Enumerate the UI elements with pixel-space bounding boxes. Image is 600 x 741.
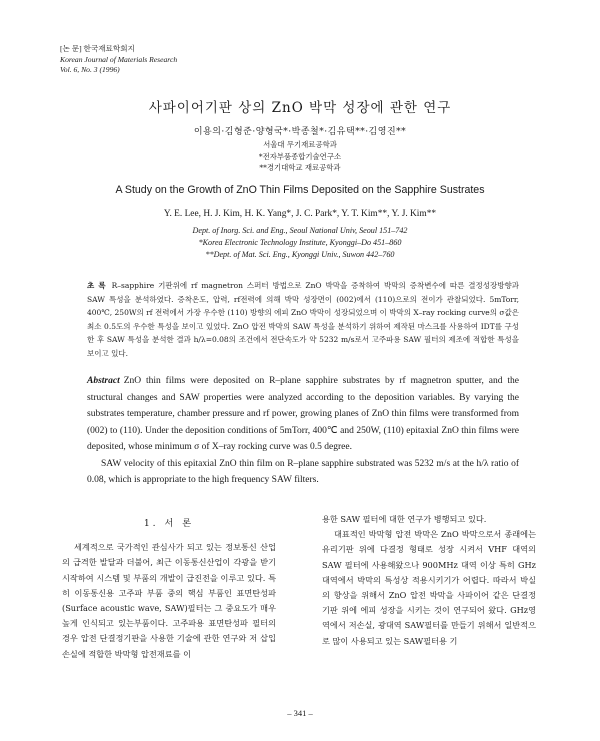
authors-en: Y. E. Lee, H. J. Kim, H. K. Yang*, J. C. Park*, Y. T. Kim**, Y. J. Kim** bbox=[163, 209, 437, 219]
section-heading-introduction: 1. 서 론 bbox=[143, 518, 195, 529]
journal-name-en: Korean Journal of Materials Research bbox=[60, 54, 178, 64]
abstract-en-p2: SAW velocity of this epitaxial ZnO thin film on R–plane sapphire substrated was 5232 m/s at the h/λ ratio of 0.08, which is appropriate to the high frequency SAW filters. bbox=[87, 458, 519, 485]
page-number: – 341 – bbox=[287, 708, 313, 718]
body-paragraph-continued: 용한 SAW 필터에 대한 연구가 병행되고 있다. bbox=[322, 514, 487, 524]
body-paragraph: 대표적인 박막형 압전 박막은 ZnO 박막으로서 종래에는 유리기판 위에 다결정 형태로 성장 시켜서 VHF 대역의 SAW 필터에 사용해왔으나 900MHz 대역 이상 특히 GHz 대역에서 박막의 특성상 적용시키기가 어렵다. 따라서 박실의 향상을 위해서 ZnO 압전 박막을 사파이어 같은 단결정 기판 위에 에피 성장을 시키는 것이 연구되어 왔다. GHz영역에서 저손실, 광대역 SAW필터를 만들기 위해서 일반적으로 많이 사용되고 있는 SAW필터용 기 bbox=[322, 529, 536, 646]
affiliation-ko-2: *전자부품종합기술연구소 bbox=[258, 151, 342, 161]
body-column-right bbox=[322, 512, 536, 649]
body-column-left bbox=[62, 512, 276, 662]
abstract-en bbox=[87, 373, 519, 489]
abstract-ko-text: R–sapphire 기판위에 rf magnetron 스퍼터 방법으로 ZnO 박막을 증착하여 박막의 증착변수에 따른 결정성장방향과 SAW 특성을 분석하였다. 증착온도, 압력, rf전력에 의해 박막 성장면이 (002)에서 (110)으로의 전이가 관찰되었다. 5mTorr, 400℃, 250W의 rf 전력에서 가장 우수한 (110) 방향의 에피 ZnO 박막이 성장되었으며 이 박막의 X–ray rocking curve의 σ값은 최소 0.5도의 우수한 특성을 보이고 있었다. ZnO 압전 박막의 SAW 특성을 분석하기 위하여 제작된 마스크를 사용하여 IDT를 구성한 후 SAW 특성을 분석한 결과 h/λ=0.08의 조건에서 전단속도가 약 5232 m/s로서 고주파용 SAW 필터의 제조에 적합한 특성을 보이고 있다. bbox=[87, 281, 519, 358]
abstract-en-p1: ZnO thin films were deposited on R–plane sapphire substrates by rf magnetron sputter, and the structural changes and SAW properties were analyzed according to the deposition variables. By varying the substrates temperature, chamber pressure and rf power, growing planes of ZnO thin films were transformed from (002) to (110). Under the deposition conditions of 5mTorr, 400℃ and 250W, (110) epitaxial ZnO thin films were deposited, whose minimum σ of X–ray rocking curve was 0.5 degree. bbox=[87, 376, 519, 452]
affiliation-en-1: Dept. of Inorg. Sci. and Eng., Seoul National Univ, Seoul 151–742 bbox=[192, 226, 408, 235]
journal-volume: Vol. 6, No. 3 (1996) bbox=[60, 65, 120, 74]
affiliation-en-3: **Dept. of Mat. Sci. Eng., Kyonggi Univ., Suwon 442–760 bbox=[205, 250, 395, 259]
paper-title-ko: 사파이어기판 상의 ZnO 박막 성장에 관한 연구 bbox=[148, 100, 452, 116]
journal-name-ko: [논 문] 한국재료학회지 bbox=[60, 44, 135, 53]
abstract-en-label: Abstract bbox=[87, 376, 120, 386]
abstract-ko bbox=[87, 279, 519, 361]
affiliation-ko-1: 서울대 무기재료공학과 bbox=[263, 140, 337, 149]
affiliations-en bbox=[0, 225, 600, 261]
affiliations-ko bbox=[0, 139, 600, 174]
paper-title-en: A Study on the Growth of ZnO Thin Films Deposited on the Sapphire Sustrates bbox=[115, 184, 485, 196]
journal-header bbox=[60, 44, 177, 76]
abstract-ko-label: 초 록 bbox=[87, 281, 106, 290]
body-paragraph: 세계적으로 국가적인 관심사가 되고 있는 정보통신 산업의 급격한 발달과 더불어, 최근 이동통신산업이 각광을 받기 시작하여 시스템 및 부품의 개발이 급진전을 이루고 있다. 특히 이동통신용 고주파 부품 중의 핵심 부품인 표면탄성파(Surface acoustic wave, SAW)필터는 그 중요도가 매우 높게 인식되고 있는부품이다. 고주파용 표면탄성파 필터의 경우 압전 단결정기판을 사용한 기술에 관한 연구와 저 삽입손실에 적합한 박막형 압전재료를 이 bbox=[62, 542, 276, 659]
affiliation-ko-3: **경기대학교 재료공학과 bbox=[259, 163, 341, 172]
affiliation-en-2: *Korea Electronic Technology Institute, Kyonggi–Do 451–860 bbox=[198, 238, 402, 247]
authors-ko: 이용의·김형준·양형국*·박종철*·김유택**·김영진** bbox=[193, 127, 407, 137]
